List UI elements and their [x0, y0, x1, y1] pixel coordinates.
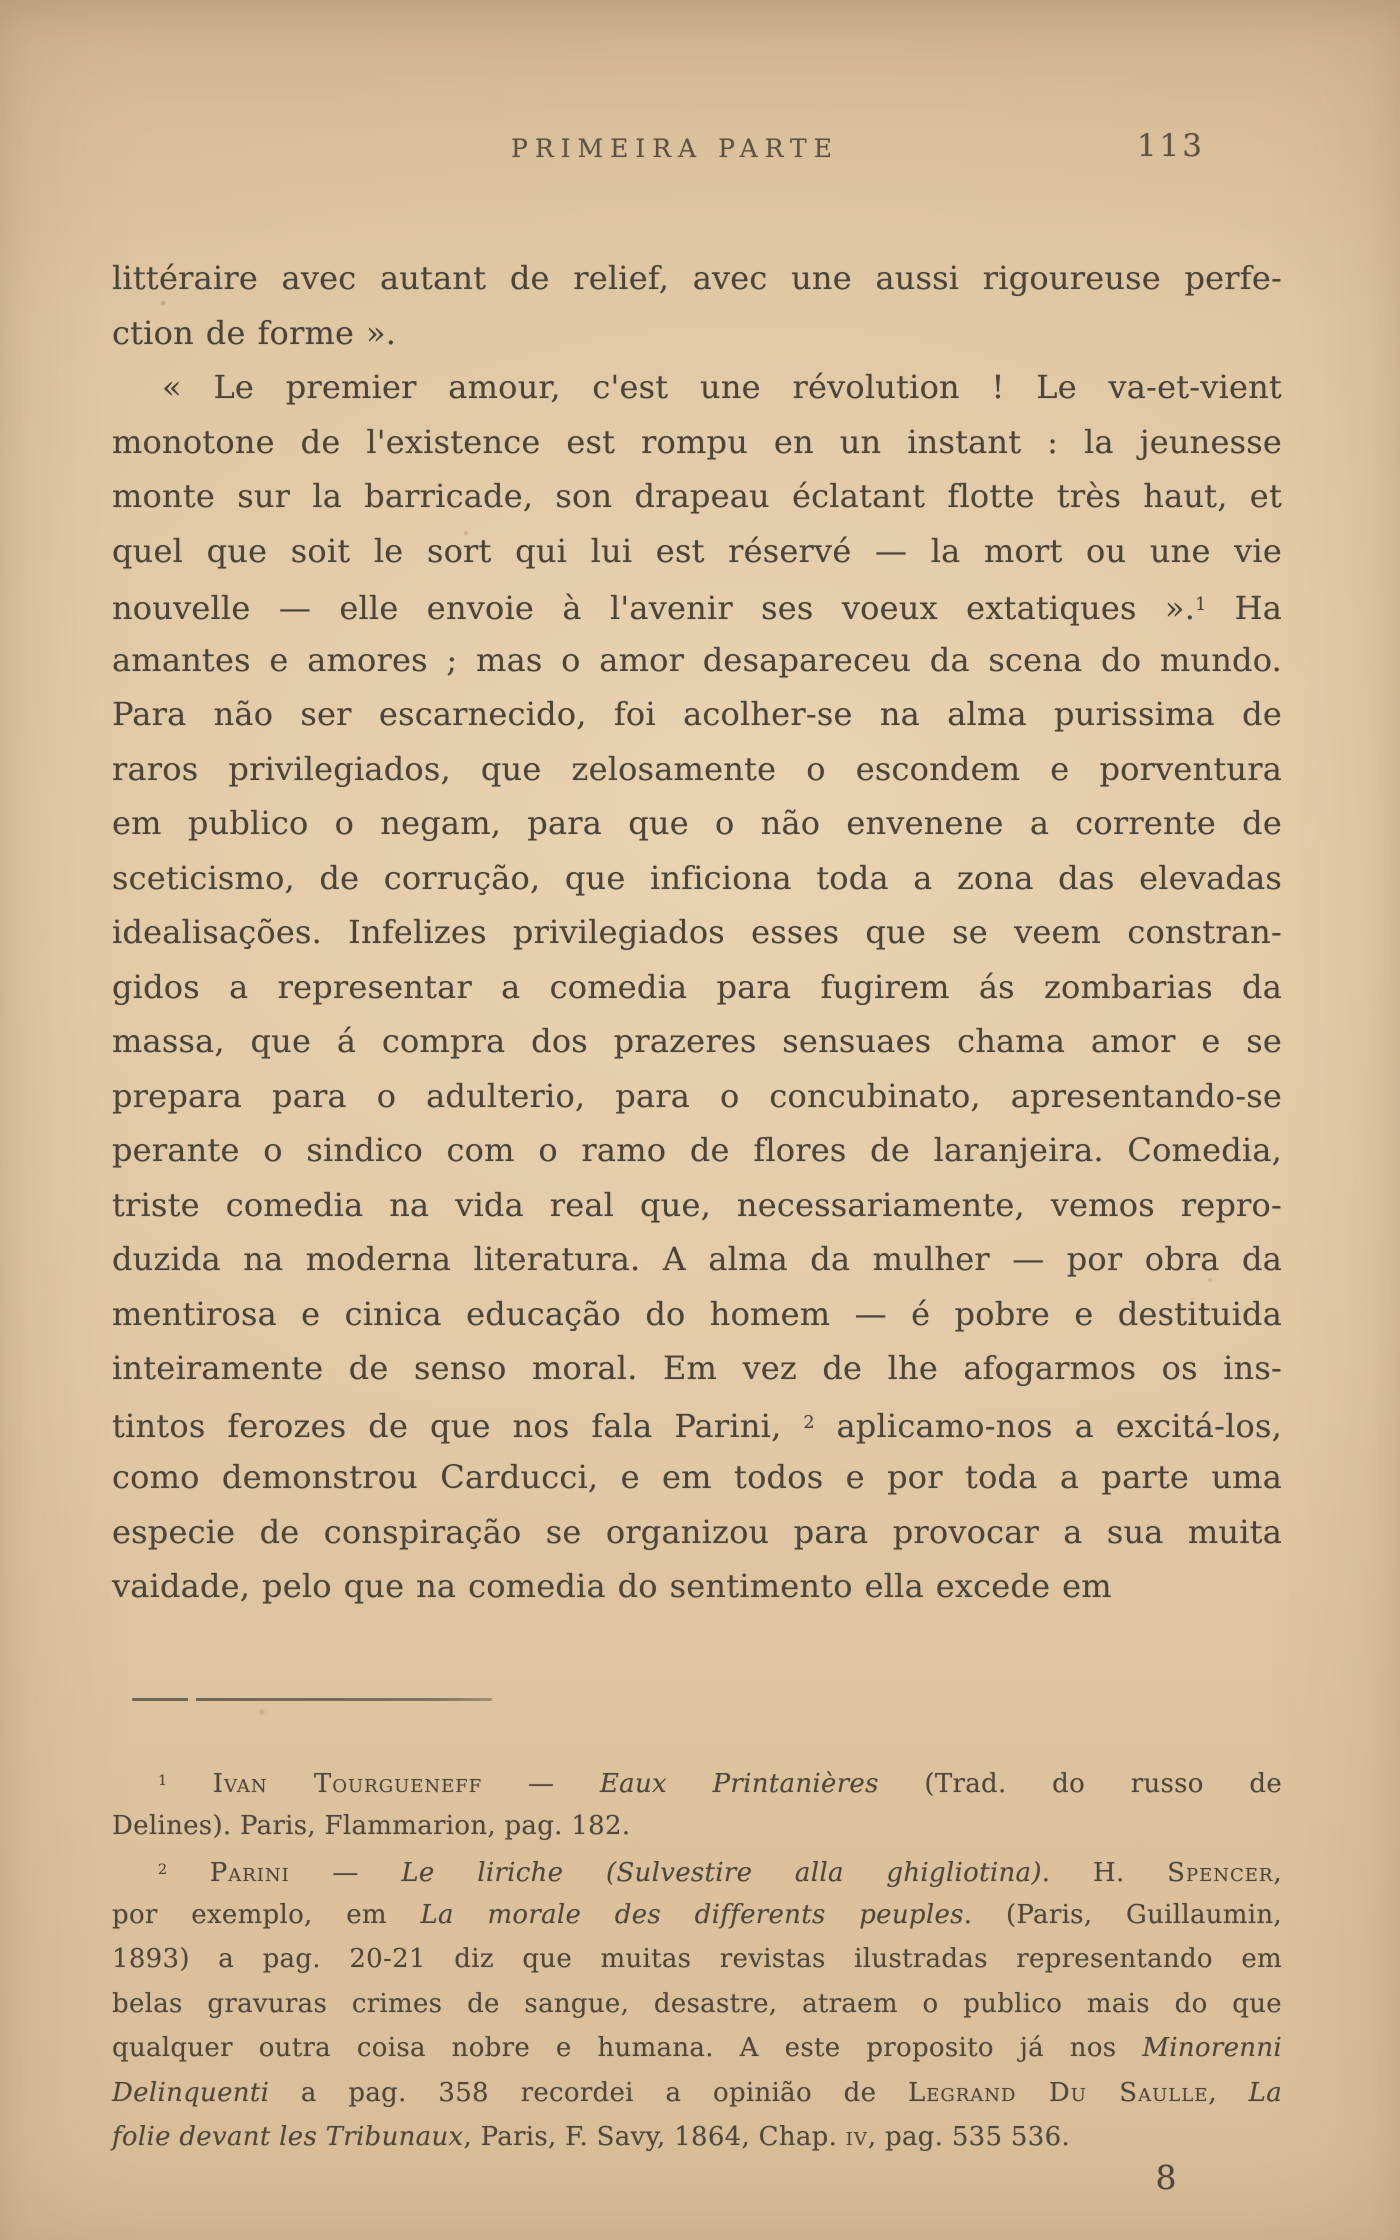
body-line: em publico o negam, para que o não envenene a corrente de: [112, 804, 1282, 842]
body-line: raros privilegiados, que zelosamente o escondem e porventura: [112, 749, 1282, 788]
signature-mark: 8: [1155, 2158, 1177, 2197]
running-title: PRIMEIRA PARTE: [511, 134, 839, 163]
footnote-line: qualquer outra coisa nobre e humana. A este proposito já nos Minorenni: [112, 2033, 1282, 2063]
body-line: perante o sindico com o ramo de flores de laranjeira. Comedia,: [112, 1131, 1282, 1169]
running-header: [0, 128, 1400, 172]
footnote-line: folie devant les Tribunaux, Paris, F. Savy, 1864, Chap. iv, pag. 535 536.: [112, 2122, 1071, 2152]
body-line: como demonstrou Carducci, e em todos e por toda a parte uma: [112, 1458, 1282, 1496]
body-line: vaidade, pelo que na comedia do sentimento ella excede em: [112, 1567, 1112, 1605]
footnote-line: $^1$ Ivan Tourgueneff — Eaux Printanières (Trad. do russo de: [158, 1769, 1282, 1800]
body-line: idealisações. Infelizes privilegiados esses que se veem constran-: [112, 913, 1282, 951]
body-line: « Le premier amour, c'est une révolution ! Le va-et-vient: [162, 368, 1282, 406]
body-line: quel que soit le sort qui lui est réservé — la mort ou une vie: [112, 531, 1282, 570]
body-line: massa, que á compra dos prazeres sensuaes chama amor e se: [112, 1022, 1282, 1060]
footnote-line: 1893) a pag. 20-21 diz que muitas revistas ilustradas representando em: [112, 1944, 1282, 1974]
body-line: mentirosa e cinica educação do homem — é pobre e destituida: [112, 1294, 1282, 1333]
body-line: monte sur la barricade, son drapeau éclatant flotte très haut, et: [112, 477, 1282, 515]
footnote-separator-rule: [132, 1698, 492, 1701]
page-body-text: [112, 251, 1282, 1614]
body-line: duzida na moderna literatura. A alma da mulher — por obra da: [112, 1240, 1282, 1278]
footnote-line: $^2$ Parini — Le liriche (Sulvestire alla ghigliotina). H. Spencer,: [158, 1858, 1282, 1889]
footnote-line: por exemplo, em La morale des differents peuples. (Paris, Guillaumin,: [112, 1899, 1282, 1930]
body-line: ction de forme ».: [112, 313, 397, 352]
body-line: gidos a representar a comedia para fugirem ás zombarias da: [112, 967, 1282, 1006]
body-line: especie de conspiração se organizou para provocar a sua muita: [112, 1512, 1282, 1551]
body-line: triste comedia na vida real que, necessariamente, vemos repro-: [112, 1185, 1282, 1224]
body-line: monotone de l'existence est rompu en un instant : la jeunesse: [112, 422, 1282, 461]
body-line: nouvelle — elle envoie à l'avenir ses voeux extatiques ».$^1$ Ha: [112, 588, 1282, 627]
body-line: Para não ser escarnecido, foi acolher-se na alma purissima de: [112, 695, 1282, 733]
body-line: prepara para o adulterio, para o concubinato, apresentando-se: [112, 1076, 1282, 1115]
footnotes: [112, 1759, 1282, 2160]
body-line: amantes e amores ; mas o amor desapareceu da scena do mundo.: [112, 640, 1282, 679]
body-line: tintos ferozes de que nos fala Parini, $^2$ aplicamo-nos a excitá-los,: [112, 1406, 1282, 1445]
footnote-line: belas gravuras crimes de sangue, desastre, atraem o publico mais do que: [112, 1988, 1282, 2019]
footnote-line: Delinquenti a pag. 358 recordei a opinião de Legrand Du Saulle, La: [112, 2077, 1282, 2108]
page-number: 113: [1136, 128, 1205, 164]
body-line: sceticismo, de corrução, que inficiona toda a zona das elevadas: [112, 858, 1282, 897]
footnote-line: Delines). Paris, Flammarion, pag. 182.: [112, 1810, 631, 1841]
body-line: littéraire avec autant de relief, avec une aussi rigoureuse perfe-: [112, 259, 1282, 297]
body-line: inteiramente de senso moral. Em vez de lhe afogarmos os ins-: [112, 1349, 1282, 1387]
